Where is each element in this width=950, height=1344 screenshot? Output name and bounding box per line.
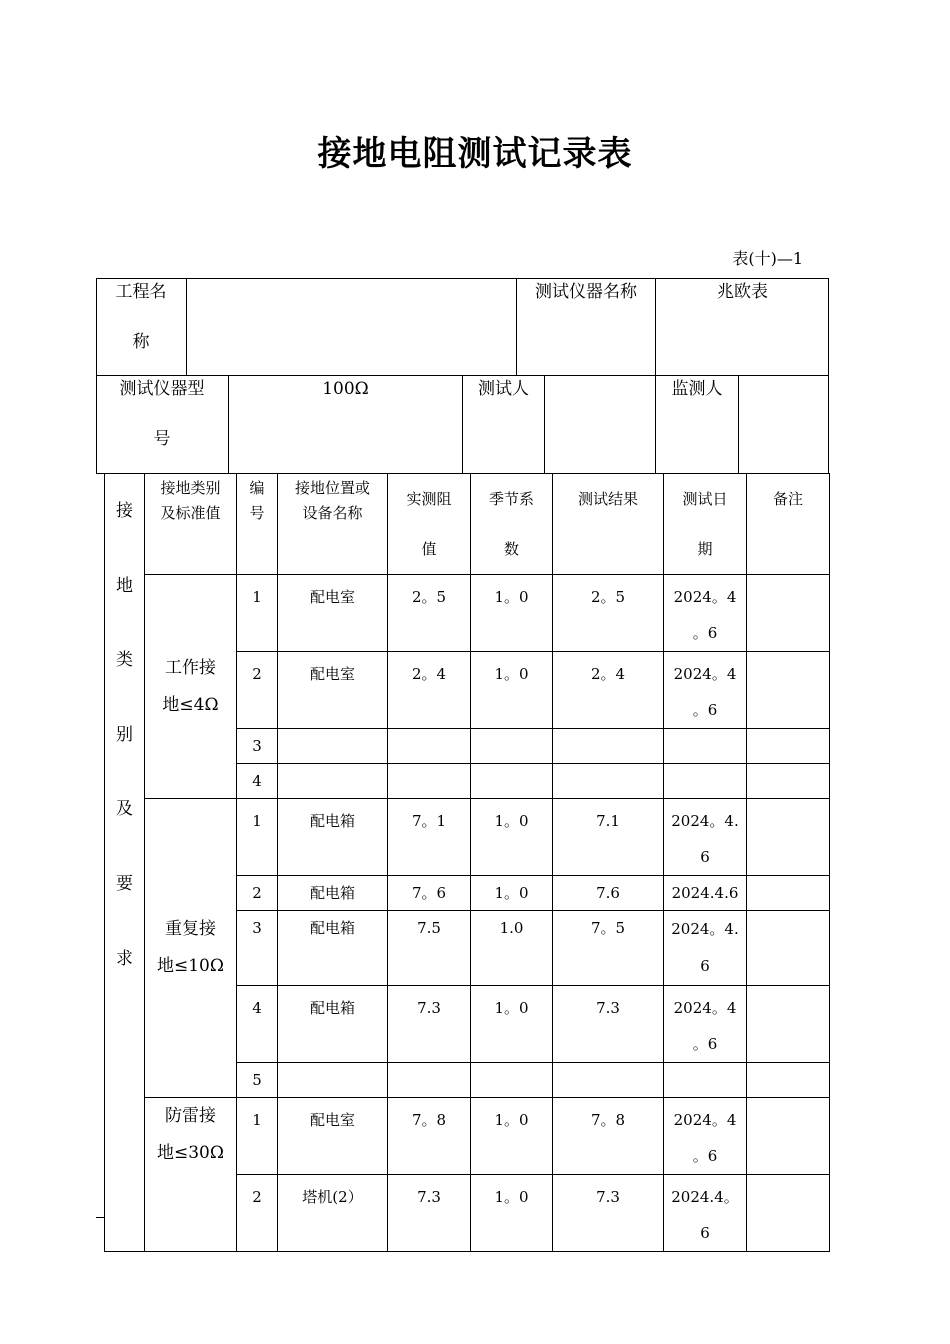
cell-remark[interactable] xyxy=(747,1175,830,1252)
cell-season[interactable]: 1。0 xyxy=(471,652,553,729)
header-result: 测试结果 xyxy=(553,474,664,575)
cell-no: 5 xyxy=(237,1063,278,1098)
header-category: 接地类别 及标准值 xyxy=(145,474,237,575)
cell-remark[interactable] xyxy=(747,652,830,729)
cell-result[interactable]: 7.3 xyxy=(553,1175,664,1252)
side-label: 接 地 类 别 及 要 求 xyxy=(105,474,145,1252)
cell-location[interactable]: 配电室 xyxy=(278,1098,388,1175)
cell-location[interactable] xyxy=(278,1063,388,1098)
cell-location[interactable]: 塔机(2） xyxy=(278,1175,388,1252)
cell-location[interactable]: 配电箱 xyxy=(278,876,388,911)
cell-result[interactable] xyxy=(553,729,664,764)
cell-date[interactable] xyxy=(664,764,747,799)
cell-result[interactable] xyxy=(553,1063,664,1098)
cell-date[interactable]: 2024。4. 6 xyxy=(664,911,747,986)
cell-no: 1 xyxy=(237,799,278,876)
cell-no: 4 xyxy=(237,986,278,1063)
cell-season[interactable] xyxy=(471,1063,553,1098)
cell-measured[interactable]: 7。6 xyxy=(388,876,471,911)
header-date: 测试日 期 xyxy=(664,474,747,575)
cell-location[interactable]: 配电箱 xyxy=(278,911,388,986)
cell-date[interactable]: 2024。4 。6 xyxy=(664,1098,747,1175)
cell-location[interactable] xyxy=(278,764,388,799)
header-season: 季节系 数 xyxy=(471,474,553,575)
cell-remark[interactable] xyxy=(747,1098,830,1175)
cell-season[interactable]: 1。0 xyxy=(471,1175,553,1252)
cell-date[interactable]: 2024.4。 6 xyxy=(664,1175,747,1252)
header-measured: 实测阻 值 xyxy=(388,474,471,575)
table-edge-stub xyxy=(96,1217,105,1218)
cell-no: 2 xyxy=(237,652,278,729)
category-cell: 防雷接 地≤30Ω xyxy=(145,1098,237,1252)
cell-measured[interactable] xyxy=(388,764,471,799)
cell-measured[interactable]: 7.3 xyxy=(388,986,471,1063)
cell-date[interactable]: 2024。4 。6 xyxy=(664,652,747,729)
table-row xyxy=(105,799,830,876)
cell-result[interactable]: 2。5 xyxy=(553,575,664,652)
cell-result[interactable]: 7.6 xyxy=(553,876,664,911)
info-divider xyxy=(186,278,187,375)
cell-date[interactable]: 2024。4. 6 xyxy=(664,799,747,876)
cell-season[interactable]: 1。0 xyxy=(471,1098,553,1175)
cell-measured[interactable]: 2。4 xyxy=(388,652,471,729)
cell-season[interactable]: 1。0 xyxy=(471,876,553,911)
tester-label: 测试人 xyxy=(478,379,529,399)
cell-measured[interactable]: 7。1 xyxy=(388,799,471,876)
category-cell: 重复接 地≤10Ω xyxy=(145,799,237,1098)
cell-result[interactable]: 7.3 xyxy=(553,986,664,1063)
cell-no: 3 xyxy=(237,911,278,986)
instrument-model-label: 测试仪器型 号 xyxy=(119,379,205,449)
cell-remark[interactable] xyxy=(747,729,830,764)
cell-no: 2 xyxy=(237,876,278,911)
cell-season[interactable]: 1。0 xyxy=(471,575,553,652)
cell-remark[interactable] xyxy=(747,764,830,799)
project-name-label: 工程名 称 xyxy=(115,282,167,352)
cell-date[interactable] xyxy=(664,1063,747,1098)
cell-season[interactable] xyxy=(471,764,553,799)
cell-remark[interactable] xyxy=(747,799,830,876)
cell-date[interactable]: 2024。4 。6 xyxy=(664,575,747,652)
form-code: 表(十)—1 xyxy=(732,249,803,268)
cell-no: 2 xyxy=(237,1175,278,1252)
cell-result[interactable]: 2。4 xyxy=(553,652,664,729)
table-row xyxy=(105,1098,830,1175)
cell-remark[interactable] xyxy=(747,911,830,986)
cell-measured[interactable]: 7。8 xyxy=(388,1098,471,1175)
cell-measured[interactable]: 2。5 xyxy=(388,575,471,652)
supervisor-label: 监测人 xyxy=(671,379,723,399)
cell-date[interactable] xyxy=(664,729,747,764)
cell-result[interactable]: 7。8 xyxy=(553,1098,664,1175)
cell-measured[interactable] xyxy=(388,1063,471,1098)
header-no: 编 号 xyxy=(237,474,278,575)
cell-season[interactable]: 1。0 xyxy=(471,799,553,876)
cell-no: 4 xyxy=(237,764,278,799)
info-divider xyxy=(544,375,545,474)
page-title: 接地电阻测试记录表 xyxy=(317,134,633,174)
cell-remark[interactable] xyxy=(747,575,830,652)
cell-remark[interactable] xyxy=(747,876,830,911)
category-cell: 工作接 地≤4Ω xyxy=(145,575,237,799)
cell-location[interactable]: 配电室 xyxy=(278,652,388,729)
info-divider xyxy=(738,375,739,474)
cell-no: 3 xyxy=(237,729,278,764)
measurement-table xyxy=(104,473,830,1252)
instrument-model-value[interactable]: 100Ω xyxy=(322,379,369,399)
cell-location[interactable]: 配电室 xyxy=(278,575,388,652)
cell-location[interactable]: 配电箱 xyxy=(278,986,388,1063)
header-remark: 备注 xyxy=(747,474,830,575)
instrument-name-value[interactable]: 兆欧表 xyxy=(717,282,768,302)
table-header-row xyxy=(105,474,830,575)
cell-result[interactable] xyxy=(553,764,664,799)
table-row xyxy=(105,575,830,652)
cell-date[interactable]: 2024.4.6 xyxy=(664,876,747,911)
cell-season[interactable] xyxy=(471,729,553,764)
cell-location[interactable]: 配电箱 xyxy=(278,799,388,876)
cell-remark[interactable] xyxy=(747,986,830,1063)
cell-location[interactable] xyxy=(278,729,388,764)
cell-remark[interactable] xyxy=(747,1063,830,1098)
cell-measured[interactable]: 7.5 xyxy=(388,911,471,986)
cell-season[interactable]: 1.0 xyxy=(471,911,553,986)
cell-measured[interactable] xyxy=(388,729,471,764)
cell-no: 1 xyxy=(237,1098,278,1175)
cell-season[interactable]: 1。0 xyxy=(471,986,553,1063)
cell-no: 1 xyxy=(237,575,278,652)
cell-date[interactable]: 2024。4 。6 xyxy=(664,986,747,1063)
header-location: 接地位置或 设备名称 xyxy=(278,474,388,575)
cell-result[interactable]: 7。5 xyxy=(553,911,664,986)
instrument-name-label: 测试仪器名称 xyxy=(535,282,637,302)
cell-result[interactable]: 7.1 xyxy=(553,799,664,876)
cell-measured[interactable]: 7.3 xyxy=(388,1175,471,1252)
